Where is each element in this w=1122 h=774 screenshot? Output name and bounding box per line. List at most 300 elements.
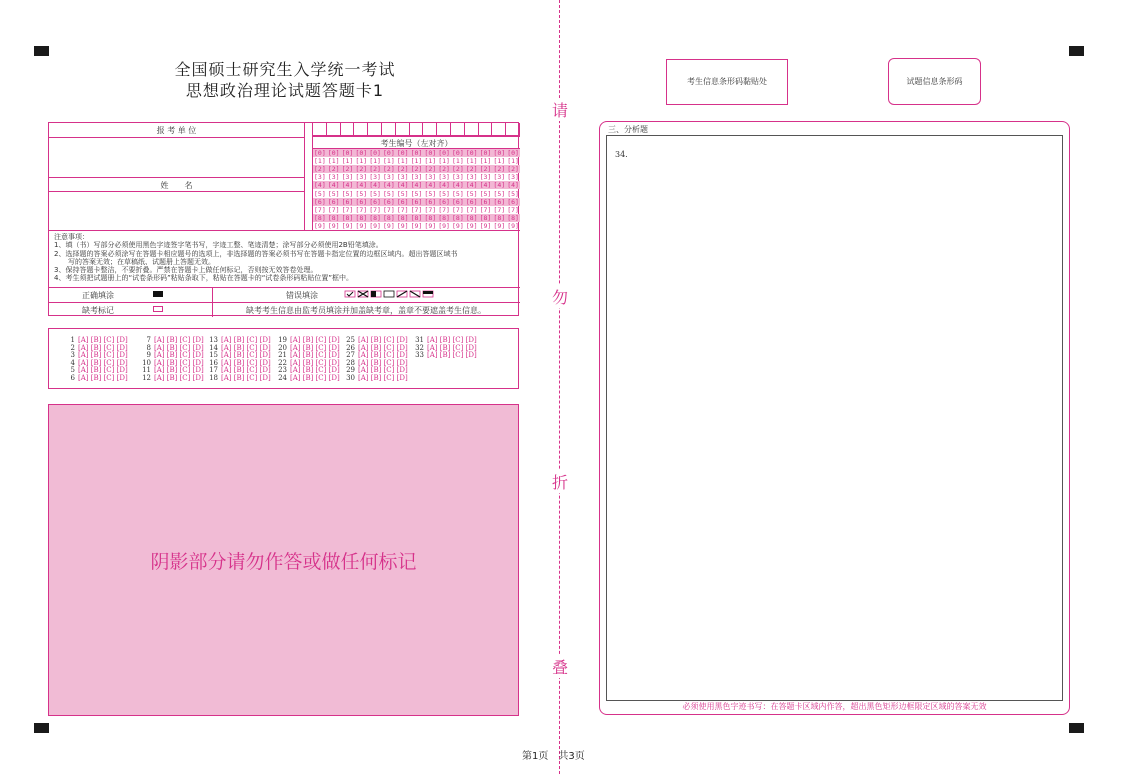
answer-options[interactable]: [A] [B] [C] [D] [221,343,271,352]
student-id-digit[interactable]: [7] [314,205,326,214]
student-id-column [479,123,493,230]
answer-options[interactable]: [A] [B] [C] [D] [154,351,204,360]
student-id-digit[interactable]: [6] [314,197,326,206]
student-id-digit[interactable]: [8] [479,213,492,222]
student-id-digit[interactable]: [1] [452,157,464,166]
student-id-digit[interactable]: [6] [369,197,381,206]
student-id-digit[interactable]: [6] [341,197,354,206]
correct-fill-label: 正确填涂 [82,291,114,300]
wrong-fill-samples [344,290,438,299]
answer-options[interactable]: [A] [B] [C] [D] [358,336,408,344]
student-id-digit[interactable]: [5] [479,189,492,198]
exam-barcode-label: 试题信息条形码 [906,77,963,86]
student-id-digit[interactable]: [3] [369,173,381,182]
student-id-column [465,123,479,230]
student-id-digit[interactable]: [4] [355,181,368,190]
answer-options[interactable]: [A] [B] [C] [D] [221,351,271,360]
student-id-digit[interactable]: [0] [479,149,492,157]
answer-options[interactable]: [A] [B] [C] [D] [78,366,128,375]
student-id-digit[interactable]: [8] [410,213,423,222]
student-id-digit[interactable]: [1] [341,157,354,166]
student-id-digit[interactable]: [9] [507,221,519,230]
student-id-digit[interactable]: [7] [507,205,519,214]
fold-char: 叠 [550,655,570,678]
student-id-column [354,123,368,230]
student-id-digit[interactable]: [4] [383,181,395,190]
student-id-digit[interactable]: [8] [327,213,340,222]
corner-marker-bottom-left [34,723,49,733]
answer-column [139,337,204,383]
student-id-write-cell[interactable] [437,123,451,136]
question-number: 19 [278,336,287,344]
answer-options[interactable]: [A] [B] [C] [D] [358,351,408,360]
student-id-digit[interactable]: [2] [452,165,464,174]
answer-options[interactable]: [A] [B] [C] [D] [78,336,128,344]
student-id-digit[interactable]: [4] [465,181,478,190]
student-id-digit[interactable]: [5] [341,189,354,198]
student-id-digit[interactable]: [8] [314,213,326,222]
question-number: 14 [209,343,218,352]
analysis-footer-note: 必须使用黑色字迹书写：在答题卡区域内作答，超出黑色矩形边框限定区域的答案无效 [682,702,987,711]
student-id-digit[interactable]: [9] [341,221,354,230]
student-id-digit[interactable]: [8] [396,213,409,222]
answer-row[interactable] [139,375,204,383]
student-id-digit[interactable]: [6] [396,197,409,206]
answer-options[interactable]: [A] [B] [C] [D] [154,358,204,367]
student-id-digit[interactable]: [0] [452,149,464,157]
student-id-digit[interactable]: [8] [424,213,437,222]
note-line: 3、保持答题卡整洁，不要折叠。严禁在答题卡上做任何标记，否则按无效答卷处理。 [54,266,318,275]
question-number: 16 [209,358,218,367]
answer-row[interactable] [343,375,408,383]
student-id-digit[interactable]: [5] [396,189,409,198]
fold-char: 勿 [550,285,570,308]
answer-options[interactable]: [A] [B] [C] [D] [358,358,408,367]
student-id-digit[interactable]: [6] [507,197,519,206]
note-line: 4、考生须把试题册上的“试卷条形码”粘贴条取下，粘贴在答题卡的“试卷条形码粘贴位置”框中。 [54,274,353,283]
student-id-digit[interactable]: [2] [465,165,478,174]
student-id-column [410,123,424,230]
student-id-digit[interactable]: [4] [479,181,492,190]
student-id-digit[interactable]: [4] [369,181,381,190]
student-id-digit[interactable]: [9] [465,221,478,230]
student-id-digit[interactable]: [6] [438,197,450,206]
question-number: 28 [346,358,355,367]
student-id-write-cell[interactable] [327,123,341,136]
answer-column [412,337,477,360]
student-id-digit[interactable]: [2] [355,165,368,174]
question-number: 20 [278,343,287,352]
student-id-digit[interactable]: [5] [507,189,519,198]
analysis-title: 三、分析题 [608,125,648,134]
student-id-digit[interactable]: [6] [410,197,423,206]
student-id-digit[interactable]: [8] [341,213,354,222]
question-number: 34. [615,150,628,159]
answer-options[interactable]: [A] [B] [C] [D] [427,351,477,360]
student-id-digit[interactable]: [0] [314,149,326,157]
student-id-digit[interactable]: [2] [493,165,506,174]
student-id-digit[interactable]: [7] [465,205,478,214]
student-id-digit[interactable]: [7] [452,205,464,214]
student-id-digit[interactable]: [1] [314,157,326,166]
answer-row[interactable] [412,352,477,360]
student-id-digit[interactable]: [0] [355,149,368,157]
answer-options[interactable]: [A] [B] [C] [D] [154,343,204,352]
answer-options[interactable]: [A] [B] [C] [D] [290,336,340,344]
student-id-write-cell[interactable] [465,123,479,136]
student-id-digit[interactable]: [9] [493,221,506,230]
question-number: 13 [209,336,218,344]
answer-options[interactable]: [A] [B] [C] [D] [358,366,408,375]
answer-column [63,337,128,383]
notes [54,233,514,283]
student-id-digit[interactable]: [8] [452,213,464,222]
student-id-write-cell[interactable] [368,123,382,136]
note-line: 1、填（书）写部分必须使用黑色字迹签字笔书写，字迹工整、笔迹清楚；涂写部分必须使用2B铅笔填涂。 [54,241,383,250]
question-number: 24 [278,373,287,382]
question-number: 21 [278,351,287,360]
student-id-digit[interactable]: [5] [355,189,368,198]
question-number: 7 [146,336,151,344]
student-id-digit[interactable]: [9] [438,221,450,230]
student-id-digit[interactable]: [5] [465,189,478,198]
student-id-digit[interactable]: [7] [479,205,492,214]
question-number: 2 [70,343,75,352]
absent-label: 缺考标记 [82,306,114,315]
student-id-digit[interactable]: [2] [327,165,340,174]
question-number: 32 [415,343,424,352]
student-id-digit[interactable]: [2] [424,165,437,174]
student-id-write-cell[interactable] [341,123,355,136]
student-id-digit[interactable]: [3] [341,173,354,182]
student-id-digit[interactable]: [6] [383,197,395,206]
absent-note: 缺考考生信息由监考员填涂并加盖缺考章，盖章不要遮盖考生信息。 [246,306,486,315]
student-id-write-cell[interactable] [382,123,396,136]
answer-options[interactable]: [A] [B] [C] [D] [154,366,204,375]
card-title: 全国硕士研究生入学统一考试 [174,60,396,79]
student-id-column [506,123,520,230]
student-id-digit[interactable]: [8] [465,213,478,222]
student-id-label: 考生编号（左对齐） [380,139,453,148]
choice-answer-box [48,328,519,389]
student-id-digit[interactable]: [2] [507,165,519,174]
student-id-column [437,123,451,230]
student-id-digit[interactable]: [1] [438,157,450,166]
student-id-write-cell[interactable] [313,123,327,136]
answer-options[interactable]: [A] [B] [C] [D] [290,351,340,360]
student-id-digit[interactable]: [9] [410,221,423,230]
student-id-digit[interactable]: [3] [410,173,423,182]
student-id-digit[interactable]: [6] [493,197,506,206]
question-number: 33 [415,351,424,360]
answer-options[interactable]: [A] [B] [C] [D] [221,366,271,375]
student-id-column [382,123,396,230]
answer-row[interactable] [206,375,271,383]
student-id-digit[interactable]: [4] [507,181,519,190]
student-id-digit[interactable]: [3] [396,173,409,182]
student-id-digit[interactable]: [5] [438,189,450,198]
question-number: 12 [142,373,151,382]
student-id-digit[interactable]: [0] [396,149,409,157]
student-id-column [451,123,465,230]
student-id-digit[interactable]: [3] [493,173,506,182]
student-id-digit[interactable]: [4] [452,181,464,190]
question-number: 26 [346,343,355,352]
student-id-digit[interactable]: [3] [465,173,478,182]
answer-options[interactable]: [A] [B] [C] [D] [358,343,408,352]
student-id-digit[interactable]: [5] [314,189,326,198]
student-id-digit[interactable]: [6] [355,197,368,206]
absent-checkbox[interactable] [153,306,163,312]
student-id-column [327,123,341,230]
shaded-area-text: 阴影部分请勿作答或做任何标记 [150,551,417,573]
school-field[interactable] [49,138,304,177]
student-id-digit[interactable]: [2] [383,165,395,174]
student-id-digit[interactable]: [0] [383,149,395,157]
student-id-digit[interactable]: [5] [424,189,437,198]
student-id-digit[interactable]: [2] [341,165,354,174]
student-id-digit[interactable]: [7] [369,205,381,214]
answer-area-34[interactable] [606,135,1063,701]
answer-options[interactable]: [A] [B] [C] [D] [221,358,271,367]
answer-column [343,337,408,383]
corner-marker-top-right [1069,46,1084,56]
student-id-digit[interactable]: [1] [396,157,409,166]
student-id-digit[interactable]: [0] [465,149,478,157]
student-id-digit[interactable]: [4] [314,181,326,190]
question-number: 8 [146,343,151,352]
student-id-column [341,123,355,230]
wrong-fill-label: 错误填涂 [286,291,318,300]
student-info-box [48,122,519,316]
student-barcode-area [666,59,788,105]
student-id-digit[interactable]: [4] [424,181,437,190]
student-id-digit[interactable]: [6] [424,197,437,206]
question-number: 5 [70,366,75,375]
student-id-digit[interactable]: [4] [341,181,354,190]
student-id-digit[interactable]: [9] [369,221,381,230]
name-field[interactable] [49,192,304,230]
student-id-digit[interactable]: [7] [424,205,437,214]
student-id-write-cell[interactable] [451,123,465,136]
student-id-digit[interactable]: [7] [396,205,409,214]
note-line: 写的答案无效；在草稿纸、试题册上答题无效。 [54,257,215,266]
student-id-digit[interactable]: [8] [355,213,368,222]
student-id-digit[interactable]: [9] [327,221,340,230]
student-id-digit[interactable]: [7] [438,205,450,214]
answer-options[interactable]: [A] [B] [C] [D] [78,358,128,367]
corner-marker-top-left [34,46,49,56]
student-id-digit[interactable]: [1] [327,157,340,166]
student-id-digit[interactable]: [4] [410,181,423,190]
student-id-write-cell[interactable] [354,123,368,136]
student-id-digit[interactable]: [2] [438,165,450,174]
student-id-digit[interactable]: [3] [314,173,326,182]
student-id-digit[interactable]: [5] [383,189,395,198]
student-id-write-cell[interactable] [396,123,410,136]
student-id-digit[interactable]: [3] [355,173,368,182]
exam-barcode-area [888,58,981,105]
student-id-digit[interactable]: [0] [341,149,354,157]
student-id-digit[interactable]: [8] [369,213,381,222]
question-number: 27 [346,351,355,360]
student-id-digit[interactable]: [1] [410,157,423,166]
student-id-digit[interactable]: [1] [369,157,381,166]
student-id-digit[interactable]: [3] [452,173,464,182]
analysis-section [599,121,1070,715]
student-id-digit[interactable]: [0] [438,149,450,157]
answer-options[interactable]: [A] [B] [C] [D] [290,358,340,367]
page-number: 第1页 共3页 [522,751,585,762]
student-id-digit[interactable]: [1] [479,157,492,166]
answer-options[interactable]: [A] [B] [C] [D] [290,366,340,375]
question-number: 18 [209,373,218,382]
student-id-digit[interactable]: [1] [465,157,478,166]
student-id-digit[interactable]: [9] [452,221,464,230]
question-number: 22 [278,358,287,367]
student-id-digit[interactable]: [2] [314,165,326,174]
student-id-digit[interactable]: [2] [369,165,381,174]
answer-column [275,337,340,383]
question-number: 29 [346,366,355,375]
student-id-digit[interactable]: [6] [452,197,464,206]
student-id-digit[interactable]: [8] [383,213,395,222]
student-id-digit[interactable]: [3] [327,173,340,182]
student-id-grid [313,123,520,230]
student-id-digit[interactable]: [7] [410,205,423,214]
student-id-digit[interactable]: [9] [383,221,395,230]
student-id-digit[interactable]: [3] [507,173,519,182]
student-id-digit[interactable]: [0] [507,149,519,157]
student-id-column [368,123,382,230]
fold-char: 请 [550,98,570,121]
student-id-digit[interactable]: [4] [327,181,340,190]
answer-options[interactable]: [A] [B] [C] [D] [221,336,271,344]
student-id-write-cell[interactable] [479,123,493,136]
student-id-digit[interactable]: [4] [396,181,409,190]
student-id-digit[interactable]: [1] [383,157,395,166]
student-id-digit[interactable]: [2] [396,165,409,174]
student-id-write-cell[interactable] [410,123,424,136]
student-id-digit[interactable]: [6] [327,197,340,206]
student-id-digit[interactable]: [7] [383,205,395,214]
student-id-digit[interactable]: [6] [479,197,492,206]
no-answer-shaded-area [48,404,519,716]
student-id-digit[interactable]: [0] [327,149,340,157]
answer-row[interactable] [275,375,340,383]
question-number: 6 [70,373,75,382]
fold-char: 折 [550,470,570,493]
student-id-digit[interactable]: [9] [355,221,368,230]
answer-options[interactable]: [A] [B] [C] [D] [221,373,271,382]
question-number: 23 [278,366,287,375]
question-number: 17 [209,366,218,375]
answer-options[interactable]: [A] [B] [C] [D] [154,336,204,344]
student-id-write-cell[interactable] [492,123,506,136]
student-id-digit[interactable]: [1] [355,157,368,166]
answer-options[interactable]: [A] [B] [C] [D] [358,373,408,382]
student-id-digit[interactable]: [0] [424,149,437,157]
student-id-digit[interactable]: [5] [410,189,423,198]
answer-options[interactable]: [A] [B] [C] [D] [427,343,477,352]
student-id-column [313,123,327,230]
student-id-digit[interactable]: [6] [465,197,478,206]
student-id-column [492,123,506,230]
question-number: 31 [415,336,424,344]
student-id-digit[interactable]: [7] [493,205,506,214]
answer-options[interactable]: [A] [B] [C] [D] [290,343,340,352]
student-id-digit[interactable]: [1] [507,157,519,166]
student-id-write-cell[interactable] [423,123,437,136]
answer-options[interactable]: [A] [B] [C] [D] [154,373,204,382]
student-id-digit[interactable]: [9] [396,221,409,230]
question-number: 4 [70,358,75,367]
name-label: 姓 名 [160,181,193,190]
answer-column [206,337,271,383]
student-id-digit[interactable]: [8] [507,213,519,222]
answer-options[interactable]: [A] [B] [C] [D] [78,343,128,352]
student-id-digit[interactable]: [0] [493,149,506,157]
answer-row[interactable] [63,375,128,383]
note-line: 2、选择题的答案必须涂写在答题卡相应题号的选项上，非选择题的答案必须书写在答题卡指定位置的边框区域内。超出答题区域书 [54,249,458,258]
student-id-digit[interactable]: [7] [341,205,354,214]
student-id-digit[interactable]: [2] [410,165,423,174]
student-barcode-label: 考生信息条形码黏贴处 [687,77,767,86]
student-id-digit[interactable]: [8] [493,213,506,222]
correct-fill-sample [153,291,163,297]
question-number: 25 [346,336,355,344]
student-id-digit[interactable]: [3] [438,173,450,182]
student-id-digit[interactable]: [1] [493,157,506,166]
notes-title: 注意事项： [54,233,89,241]
card-subtitle: 思想政治理论试题答题卡1 [185,81,385,100]
student-id-digit[interactable]: [1] [424,157,437,166]
student-id-digit[interactable]: [5] [327,189,340,198]
question-number: 9 [146,351,151,360]
student-id-digit[interactable]: [5] [493,189,506,198]
student-id-digit[interactable]: [9] [479,221,492,230]
student-id-digit[interactable]: [4] [493,181,506,190]
student-id-digit[interactable]: [0] [410,149,423,157]
student-id-digit[interactable]: [7] [327,205,340,214]
student-id-digit[interactable]: [3] [383,173,395,182]
question-number: 30 [346,373,355,382]
question-number: 1 [70,336,75,344]
student-id-digit[interactable]: [5] [452,189,464,198]
student-id-digit[interactable]: [4] [438,181,450,190]
answer-options[interactable]: [A] [B] [C] [D] [427,336,477,344]
answer-options[interactable]: [A] [B] [C] [D] [78,373,128,382]
student-id-digit[interactable]: [8] [438,213,450,222]
student-id-column [423,123,437,230]
student-id-digit[interactable]: [2] [479,165,492,174]
corner-marker-bottom-right [1069,723,1084,733]
student-id-digit[interactable]: [9] [424,221,437,230]
student-id-digit[interactable]: [3] [479,173,492,182]
student-id-digit[interactable]: [7] [355,205,368,214]
student-id-digit[interactable]: [9] [314,221,326,230]
student-id-digit[interactable]: [5] [369,189,381,198]
student-id-write-cell[interactable] [506,123,520,136]
student-id-digit[interactable]: [3] [424,173,437,182]
student-id-column [396,123,410,230]
question-number: 3 [70,351,75,360]
answer-options[interactable]: [A] [B] [C] [D] [290,373,340,382]
school-label: 报 考 单 位 [156,126,197,135]
question-number: 15 [209,351,218,360]
student-id-digit[interactable]: [0] [369,149,381,157]
answer-options[interactable]: [A] [B] [C] [D] [78,351,128,360]
